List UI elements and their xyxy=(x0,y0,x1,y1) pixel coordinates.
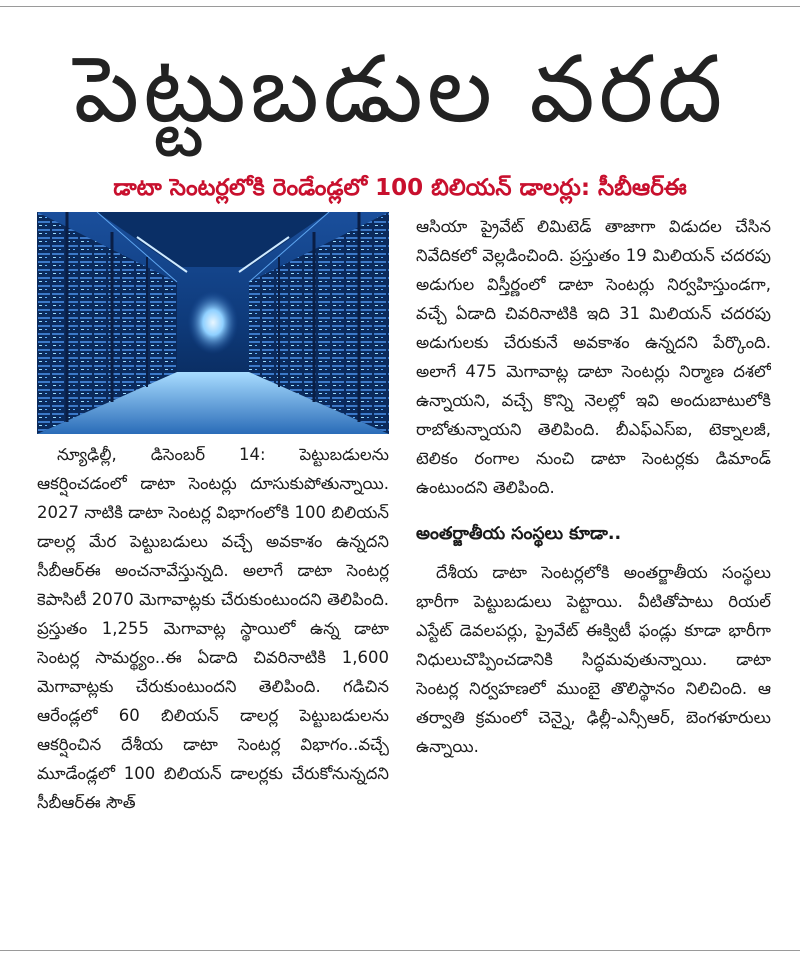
body-paragraph-3: దేశీయ డాటా సెంటర్లలోకి అంతర్జాతీయ సంస్థలు భారీగా పెట్టుబడులు పెట్టాయి. వీటితోపాటు రియల్ ఎస్టేట్ డెవలపర్లు, ప్రైవేట్ ఈక్విటీ ఫండ్లు కూడా భారీగా నిధులుచొప్పించడానికి సిద్ధమవుతున్నాయి. డాటా సెంటర్ల నిర్వహణలో ముంబై తొలిస్థానం నిలిచింది. ఆ తర్వాతి క్రమంలో చెన్నై, ఢిల్లీ-ఎన్సీఆర్, బెంగళూరులు ఉన్నాయి. xyxy=(416,563,771,756)
article-headline: పెట్టుబడుల వరద xyxy=(73,36,727,143)
data-center-photo xyxy=(37,212,389,434)
article-subheadline: డాటా సెంటర్లలోకి రెండేండ్లలో 100 బిలియన్ డాలర్లు: సీబీఆర్ఈ xyxy=(113,175,687,201)
section-heading: అంతర్జాతీయ సంస్థలు కూడా.. xyxy=(416,524,622,544)
body-paragraph-2: ఆసియా ప్రైవేట్ లిమిటెడ్ తాజాగా విడుదల చేసిన నివేదికలో వెల్లడించింది. ప్రస్తుతం 19 మిలియన్ చదరపు అడుగుల విస్తీర్ణంలో డాటా సెంటర్లు నిర్వహిస్తుండగా, వచ్చే ఏడాది చివరినాటికి ఇది 31 మిలియన్ చదరపు అడుగులకు చేరుకునే అవకాశం ఉన్నదని పేర్కొంది. అలాగే 475 మెగావాట్ల డాటా సెంటర్లు నిర్మాణ దశలో ఉన్నాయని, వచ్చే కొన్ని నెలల్లో ఇవి అందుబాటులోకి రాబోతున్నాయని తెలిపింది. బీఎఫ్ఎస్ఐ, టెక్నాలజీ, టెలికం రంగాల నుంచి డాటా సెంటర్లకు డిమాండ్ ఉంటుందని తెలిపింది. xyxy=(416,217,771,497)
bottom-divider xyxy=(0,950,800,951)
right-column xyxy=(416,212,771,937)
top-divider xyxy=(0,6,800,7)
body-paragraph-1: న్యూఢిల్లీ, డిసెంబర్ 14: పెట్టుబడులను ఆకర్షించడంలో డాటా సెంటర్లు దూసుకుపోతున్నాయి. 2027 నాటికి డాటా సెంటర్ల విభాగంలోకి 100 బిలియన్ డాలర్ల మేర పెట్టుబడులు వచ్చే అవకాశం ఉన్నదని సీబీఆర్ఈ అంచనావేస్తున్నది. అలాగే డాటా సెంటర్ల కెపాసిటీ 2070 మెగావాట్లకు చేరుకుంటుందని తెలిపింది. ప్రస్తుతం 1,255 మెగావాట్ల స్థాయిలో ఉన్న డాటా సెంటర్ల సామర్థ్యం..ఈ ఏడాది చివరినాటికి 1,600 మెగావాట్లకు చేరుకుంటుందని తెలిపింది. గడిచిన ఆరేండ్లలో 60 బిలియన్ డాలర్ల పెట్టుబడులను ఆకర్షించిన దేశీయ డాటా సెంటర్ల విభాగం..వచ్చే మూడేండ్లలో 100 బిలియన్ డాలర్లకు చేరుకోనున్నదని సీబీఆర్ఈ సౌత్ xyxy=(37,445,389,812)
left-column xyxy=(37,440,389,930)
